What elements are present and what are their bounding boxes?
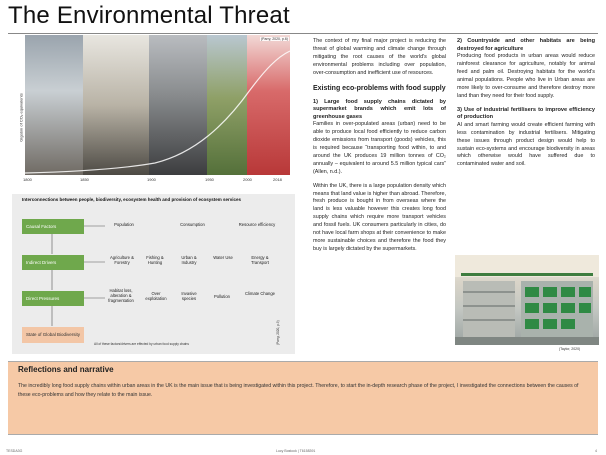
- diagram-cell: Agriculture & Forestry: [110, 255, 134, 265]
- x-tick: 1950: [205, 177, 214, 182]
- collage-y-axis-label: Gigaton of CO₂ equivalents: [18, 93, 24, 142]
- footer-left: TESDA3G: [6, 449, 23, 453]
- text-column-middle: [313, 38, 446, 258]
- interconnections-diagram: [12, 194, 295, 354]
- diagram-cell: Habitat loss, alteration & fragmentation: [108, 288, 134, 303]
- x-tick: 1900: [147, 177, 156, 182]
- point3-paragraph: AI and smart farming would create efficient farming with less contamination by industrial fertilisers. Mitigating these issues through product design would help to sustain eco-systems and encourage biodiversity in areas which otherwise would have suffered due to contaminated water and soil.: [457, 121, 595, 168]
- collage-y-axis: [12, 65, 22, 175]
- diagram-cell: Fishing & Hunting: [146, 255, 164, 265]
- emissions-photo-collage: [12, 35, 295, 190]
- reflections-panel: [8, 361, 598, 435]
- emissions-curve: [25, 35, 290, 175]
- point2-paragraph: Producing food products in urban areas would reduce rainforest clearance for agriculture, notably for animal feed and palm oil. Destroying habitats for the world's animal populations. People who live in Urban areas are more likely to over-consume and therefore destroy more land than they need for their food supply.: [457, 53, 595, 99]
- diagram-cell: Resource efficiency: [238, 222, 276, 227]
- diagram-cell: Pollution: [213, 294, 231, 299]
- diagram-cell: Water Use: [213, 255, 233, 260]
- x-tick: 1850: [80, 177, 89, 182]
- footer-center: Lucy Bostock | T6158391: [276, 449, 316, 453]
- diagram-credit-text: (Parry, 2020, p.9): [276, 320, 280, 345]
- shelves-illustration: [455, 255, 599, 345]
- diagram-note: All of these factors/drivers are effected by urban food supply chains: [94, 342, 189, 346]
- diagram-title: Interconnections between people, biodiversity, ecosystem health and provision of ecosystem services: [22, 197, 241, 202]
- reflections-heading: Reflections and narrative: [18, 365, 114, 374]
- collage-credit: (Parry, 2020, p.6): [261, 37, 288, 41]
- intro-paragraph: The context of my final major project is reducing the threat of global warming and climate change through mitigating the root causes of the world's global environmental problems including over population, over-consumption and inefficient use of resources.: [313, 38, 446, 76]
- page-title: The Environmental Threat: [8, 2, 290, 29]
- reflections-paragraph: The incredibly long food supply chains within urban areas in the UK is the main issue that is being investigated within this project. Therefore, to start the in-depth research phase of the project, I investigated the connections between the causes of these eco-problems and how they relate to the main issue.: [18, 383, 579, 398]
- photo-credit: (Taylor, 2020): [559, 347, 581, 351]
- point2-heading: 2) Countryside and other habitats are being destroyed for agriculture: [457, 38, 595, 52]
- page-footer: [0, 448, 606, 455]
- title-divider: [8, 33, 598, 34]
- x-tick: 2000: [243, 177, 252, 182]
- state-of-biodiversity-box: State of Global Biodiversity: [22, 327, 84, 343]
- diagram-cell: Consumption: [180, 222, 205, 227]
- footer-page-number: 4: [595, 449, 597, 453]
- collage-x-axis: [25, 177, 290, 185]
- x-tick: 2018: [273, 177, 282, 182]
- empty-supermarket-shelves-photo: [455, 255, 599, 345]
- diagram-cell: Invasive species: [181, 291, 197, 301]
- diagram-credit: [273, 318, 279, 348]
- diagram-cell: Urban & Industry: [181, 255, 197, 265]
- point1-paragraph-continued: Within the UK, there is a large population density which means that land value is higher than abroad. Therefore, fresh produce is bought in from overseas where the land is less valuable however this creates long food supply chains which require more transport vehicles and fossil fuels. UK consumers particularly in cities, do not have local farm shops at their convenience to make more sustainable choices and therefore the food they buy is largely dictated by the supermarkets.: [313, 182, 446, 252]
- diagram-cell: Over exploitation: [145, 291, 167, 301]
- section-heading: Existing eco-problems with food supply: [313, 84, 446, 92]
- point3-heading: 3) Use of industrial fertilisers to improve efficiency of production: [457, 106, 595, 121]
- text-column-right: [457, 38, 595, 173]
- diagram-cell: Energy & Transport: [251, 255, 269, 265]
- point1-paragraph: Families in over-populated areas (urban) need to be able to produce local food efficiently to reduce carbon dioxide emissions from transport (goods) vehicles, this is required because “transporting food within, to and around the UK produces 19 million tonnes of CO₂ annually – equivalent to around 5.5 million typical cars” (Allen, n.d.).: [313, 121, 446, 175]
- indirect-drivers-box: Indirect Drivers: [22, 255, 84, 270]
- point1-heading: 1) Large food supply chains dictated by supermarket brands which emit lots of greenhouse gases: [313, 98, 446, 120]
- diagram-cell: Population: [114, 222, 134, 227]
- causal-factors-box: Causal Factors: [22, 219, 84, 234]
- direct-pressures-box: Direct Pressures: [22, 291, 84, 306]
- x-tick: 1800: [23, 177, 32, 182]
- diagram-cell: Climate Change: [244, 291, 276, 296]
